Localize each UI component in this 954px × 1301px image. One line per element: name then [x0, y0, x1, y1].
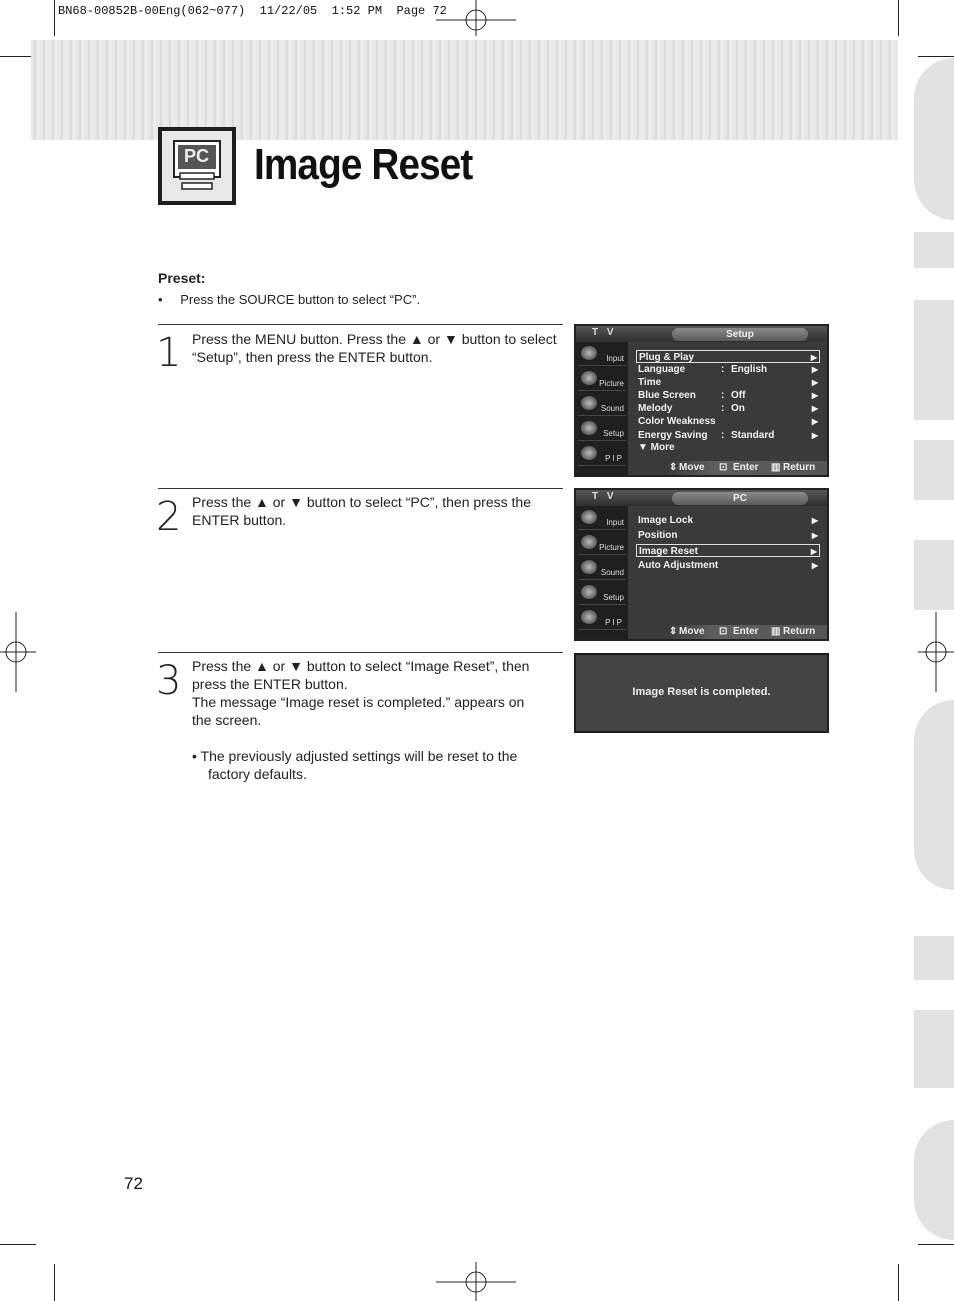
step-line: ENTER button.: [192, 512, 287, 528]
osd-row-melody[interactable]: Melody : On ▶: [638, 403, 818, 414]
print-slug: BN68-00852B-00Eng(062~077) 11/22/05 1:52 PM Page 72: [58, 4, 447, 18]
input-icon: [581, 346, 597, 360]
picture-icon: [581, 535, 597, 549]
preset-note: [158, 292, 420, 307]
pc-monitor-icon: [158, 127, 236, 205]
step-divider: [158, 652, 563, 653]
step-number: 2: [156, 494, 182, 540]
step-1-text: [192, 330, 564, 366]
crop-mark: [54, 1264, 55, 1301]
crop-mark: [54, 0, 55, 36]
side-tab-decoration: [914, 440, 954, 500]
picture-icon: [581, 371, 597, 385]
step-2-text: [192, 493, 564, 529]
osd-side-item-pip[interactable]: PIP: [578, 444, 626, 466]
osd-return-label: Return: [783, 462, 816, 473]
pc-icon-label: PC: [184, 146, 210, 166]
registration-mark-bottom: [436, 1262, 516, 1301]
osd-side-item-setup[interactable]: Setup: [578, 583, 626, 605]
osd-menu-title: PC: [672, 492, 808, 505]
step-line: Press the ▲ or ▼ button to select “PC”, then press the: [192, 494, 531, 510]
step-note-cont: factory defaults.: [208, 766, 307, 782]
osd-row-position[interactable]: Position ▶: [638, 530, 818, 541]
osd-message-box: [574, 653, 829, 733]
step-line: the screen.: [192, 712, 262, 728]
side-tab-decoration: [914, 300, 954, 420]
preset-heading: Preset:: [158, 270, 206, 286]
enter-icon: ⊡: [719, 462, 728, 473]
osd-side-item-sound[interactable]: Sound: [578, 558, 626, 580]
step-line: Press the ▲ or ▼ button to select “Image Reset”, then: [192, 658, 530, 674]
crop-mark: [918, 56, 954, 57]
osd-setup-menu: [574, 324, 829, 477]
osd-side-item-input[interactable]: Input: [578, 344, 626, 366]
step-3-text: [192, 657, 564, 783]
osd-row-color-weakness[interactable]: Color Weakness ▶: [638, 416, 818, 427]
osd-side-item-sound[interactable]: Sound: [578, 394, 626, 416]
registration-mark-left: [0, 612, 36, 692]
osd-side-item-input[interactable]: Input: [578, 508, 626, 530]
side-tab-decoration: [914, 936, 954, 980]
setup-icon: [581, 421, 597, 435]
sound-icon: [581, 560, 597, 574]
osd-enter-label: Enter: [733, 462, 759, 473]
side-tab-decoration: [914, 58, 954, 220]
osd-nav-bar: [667, 461, 827, 475]
pip-icon: [581, 610, 597, 624]
osd-row-language[interactable]: Language : English ▶: [638, 364, 818, 375]
osd-side-item-picture[interactable]: Picture: [578, 369, 626, 391]
pip-icon: [581, 446, 597, 460]
osd-row-auto-adjustment[interactable]: Auto Adjustment ▶: [638, 560, 818, 571]
osd-pc-menu: [574, 488, 829, 641]
osd-menu-title: Setup: [672, 328, 808, 341]
osd-more[interactable]: ▼ More: [638, 442, 675, 453]
osd-return-label: Return: [783, 626, 816, 637]
osd-tv-label: T V: [592, 327, 617, 338]
crop-mark: [918, 1244, 954, 1245]
crop-mark: [898, 1264, 899, 1301]
osd-side-item-picture[interactable]: Picture: [578, 533, 626, 555]
side-tab-decoration: [914, 540, 954, 610]
osd-message-text: Image Reset is completed.: [632, 686, 771, 698]
move-icon: ⇕: [669, 626, 678, 637]
step-divider: [158, 488, 563, 489]
osd-move-label: Move: [679, 626, 705, 637]
osd-enter-label: Enter: [733, 626, 759, 637]
bullet: •: [158, 292, 163, 307]
move-icon: ⇕: [669, 462, 678, 473]
step-number: 3: [156, 658, 182, 704]
osd-move-label: Move: [679, 462, 705, 473]
page-number: 72: [124, 1174, 143, 1193]
step-line: Press the MENU button. Press the ▲ or ▼ button to select: [192, 331, 557, 347]
step-note: • The previously adjusted settings will be reset to the: [192, 748, 518, 764]
setup-icon: [581, 585, 597, 599]
input-icon: [581, 510, 597, 524]
step-line: press the ENTER button.: [192, 676, 348, 692]
osd-row-image-lock[interactable]: Image Lock ▶: [638, 515, 818, 526]
osd-nav-bar: [667, 625, 827, 639]
osd-side-item-setup[interactable]: Setup: [578, 419, 626, 441]
osd-row-energy-saving[interactable]: Energy Saving : Standard ▶: [638, 430, 818, 441]
preset-text: Press the SOURCE button to select “PC”.: [180, 292, 421, 307]
side-tab-decoration: [914, 232, 954, 268]
sound-icon: [581, 396, 597, 410]
osd-side-item-pip[interactable]: PIP: [578, 608, 626, 630]
crop-mark: [0, 1244, 36, 1245]
osd-tv-label: T V: [592, 491, 617, 502]
osd-row-image-reset[interactable]: Image Reset ▶: [636, 544, 820, 557]
registration-mark-top: [436, 0, 516, 36]
step-line: The message “Image reset is completed.” appears on: [192, 694, 525, 710]
return-icon: ▥: [771, 462, 781, 473]
page-title: Image Reset: [254, 140, 473, 189]
side-tab-decoration: [914, 1120, 954, 1240]
crop-mark: [898, 0, 899, 36]
osd-row-time[interactable]: Time ▶: [638, 377, 818, 388]
step-divider: [158, 324, 563, 325]
return-icon: ▥: [771, 626, 781, 637]
step-line: “Setup”, then press the ENTER button.: [192, 349, 433, 365]
side-tab-decoration: [914, 1010, 954, 1088]
step-number: 1: [156, 330, 182, 376]
registration-mark-right: [918, 612, 954, 692]
header-banner: [31, 40, 898, 140]
osd-row-plug-play[interactable]: Plug & Play ▶: [636, 350, 820, 363]
side-tab-decoration: [914, 700, 954, 890]
enter-icon: ⊡: [719, 626, 728, 637]
osd-row-blue-screen[interactable]: Blue Screen : Off ▶: [638, 390, 818, 401]
